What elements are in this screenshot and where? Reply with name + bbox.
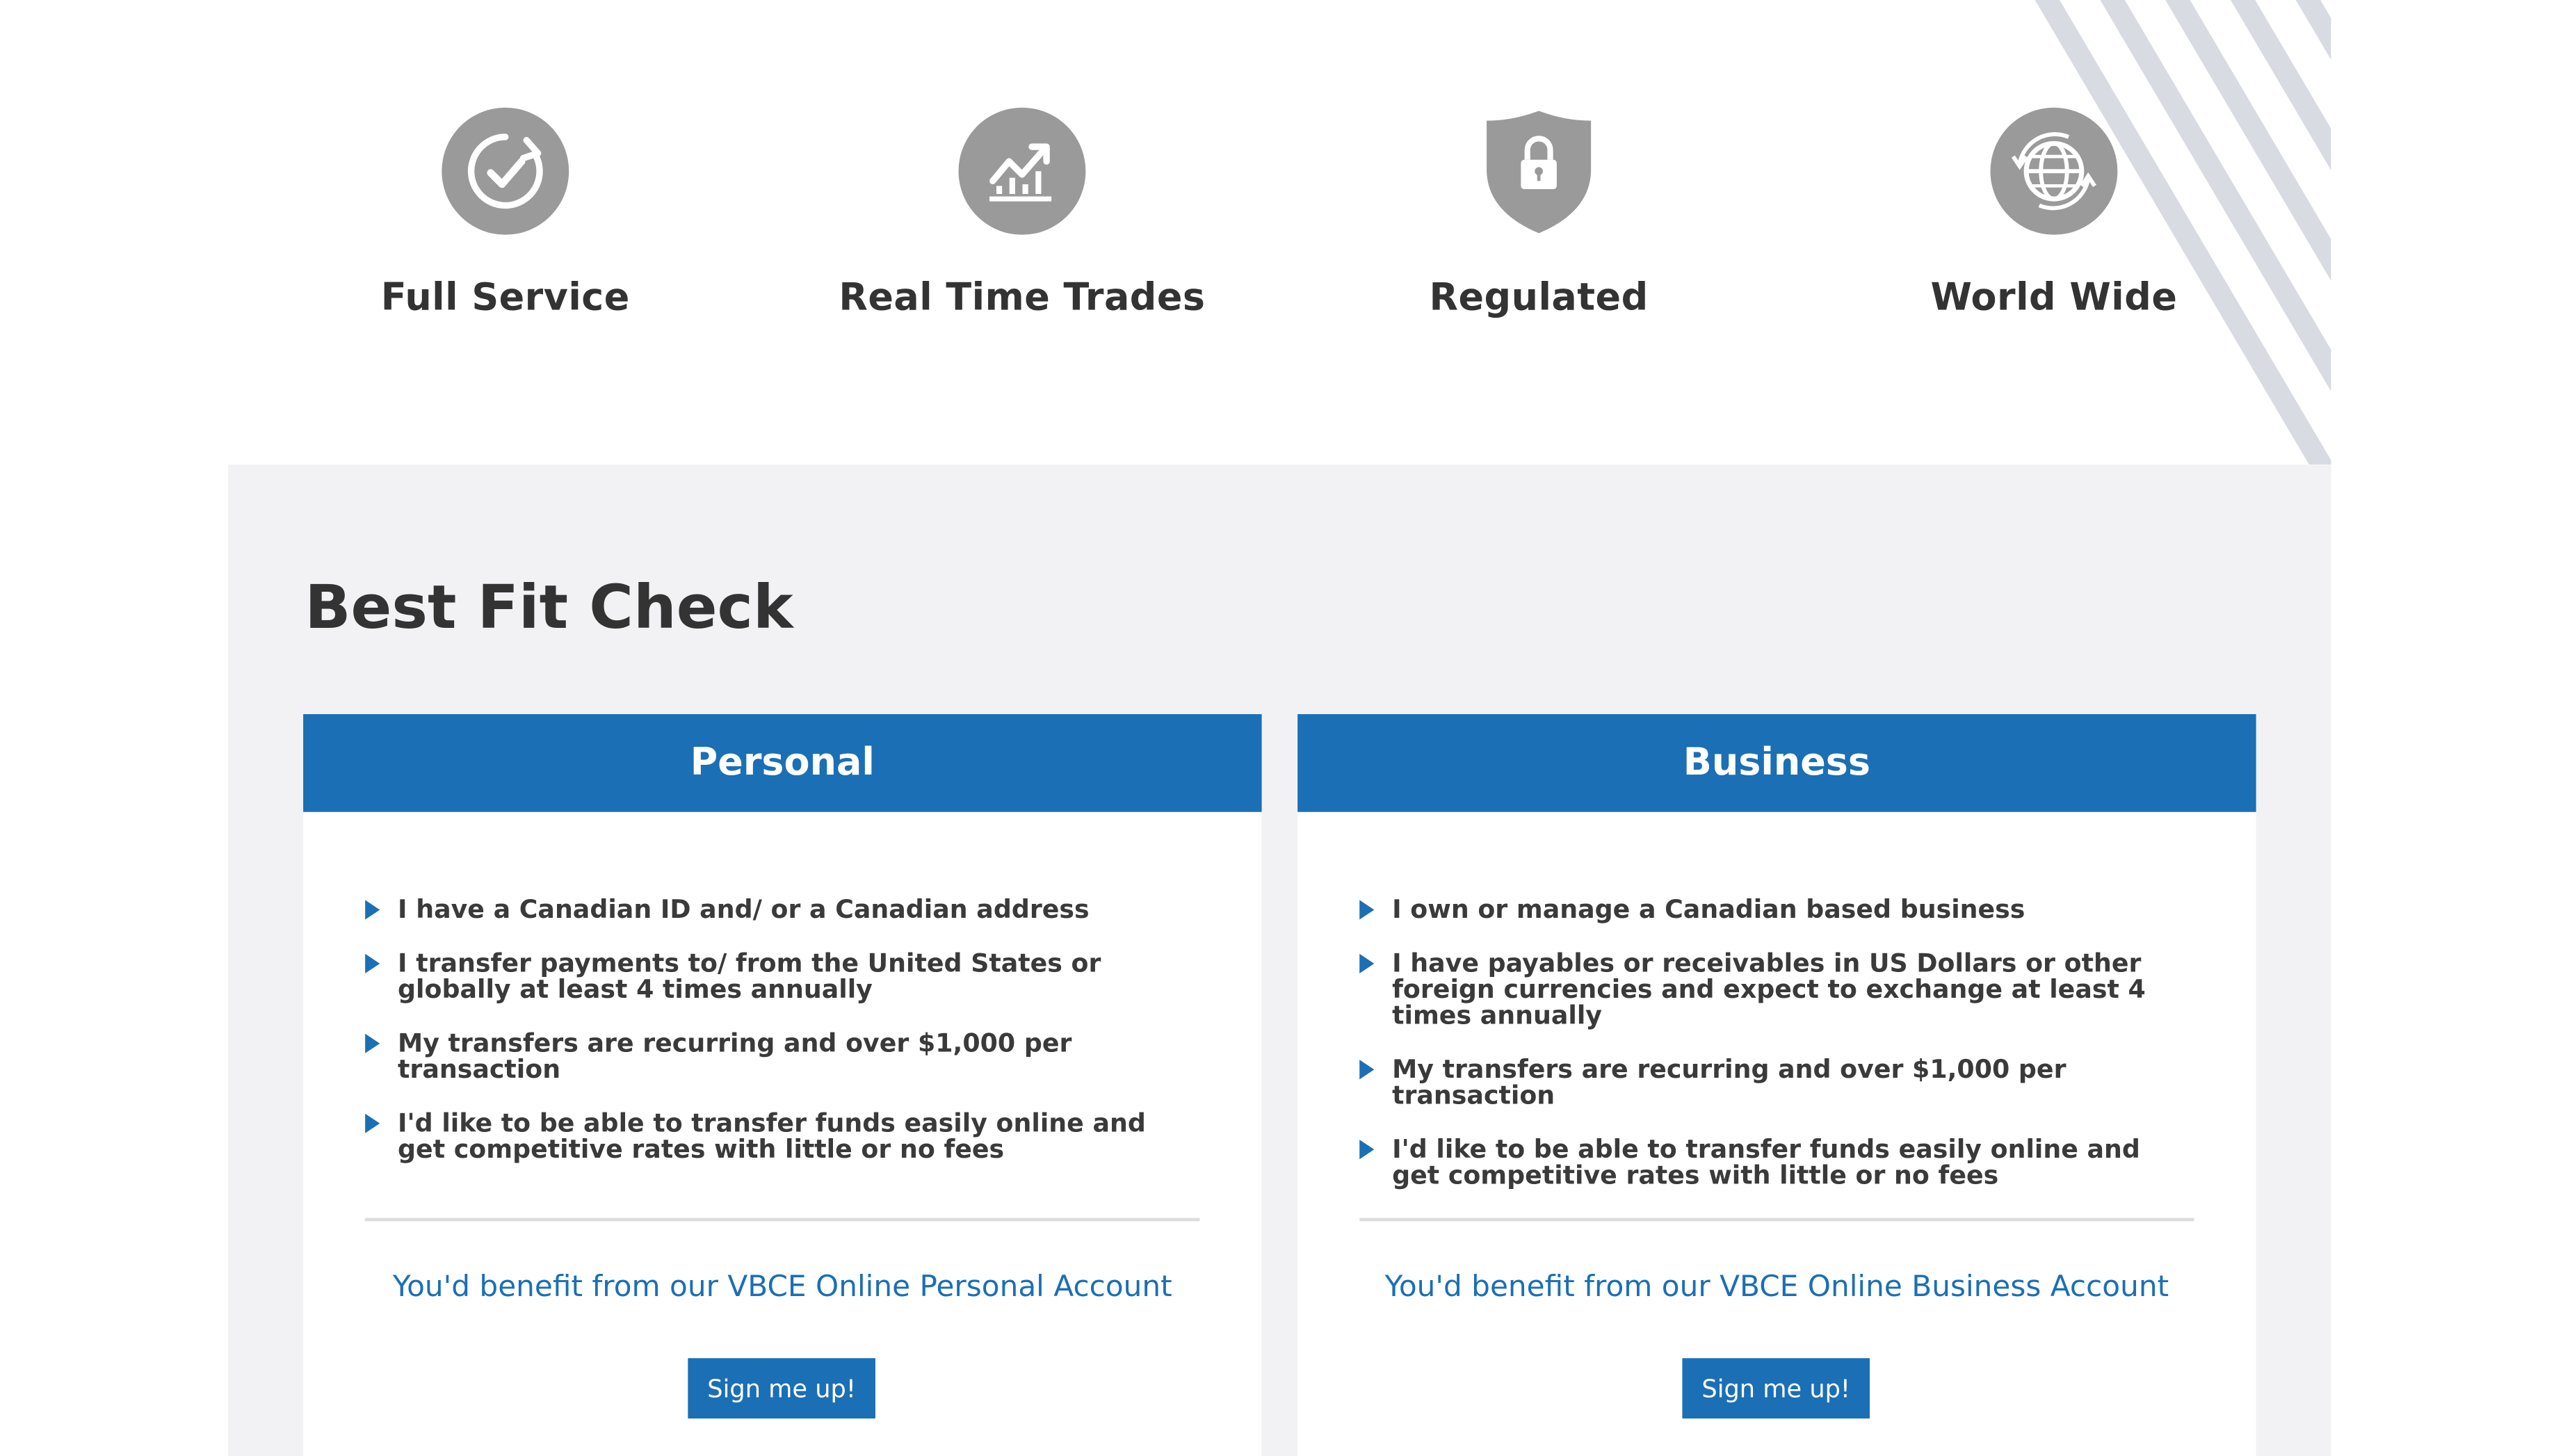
card-header: Personal: [303, 714, 1262, 812]
section-title: Best Fit Check: [305, 572, 793, 642]
list-item: I have a Canadian ID and/ or a Canadian address: [365, 897, 1180, 923]
feature-regulated: [1278, 108, 1799, 320]
list-item: I'd like to be able to transfer funds easily online and get competitive rates with little or no fees: [365, 1110, 1180, 1163]
globe-exchange-icon: [1991, 108, 2118, 235]
feature-real-time-trades: [761, 108, 1283, 320]
feature-label: Full Service: [380, 277, 630, 320]
sign-up-business-button[interactable]: Sign me up!: [1682, 1358, 1870, 1418]
business-card: [1297, 714, 2256, 1456]
card-header: Business: [1297, 714, 2256, 812]
page-gutter: [2331, 0, 2556, 1456]
shield-lock-icon: [1475, 108, 1603, 235]
bullet-triangle-icon: [365, 954, 380, 973]
bullet-triangle-icon: [1359, 954, 1374, 973]
refresh-check-icon: [442, 108, 569, 235]
bullet-triangle-icon: [1359, 900, 1374, 919]
bullet-triangle-icon: [365, 1114, 380, 1133]
divider: [365, 1218, 1199, 1222]
divider: [1359, 1218, 2194, 1222]
list-item: My transfers are recurring and over $1,000 per transaction: [365, 1030, 1180, 1083]
sign-up-personal-button[interactable]: Sign me up!: [688, 1358, 875, 1418]
benefit-text: You'd benefit from our VBCE Online Personal Account: [392, 1270, 1172, 1304]
list-item: I'd like to be able to transfer funds easily online and get competitive rates with little or no fees: [1359, 1136, 2174, 1188]
best-fit-section: [228, 464, 2331, 1456]
bullet-triangle-icon: [1359, 1060, 1374, 1079]
criteria-list: [365, 897, 1180, 1190]
feature-label: Regulated: [1429, 277, 1649, 320]
bullet-triangle-icon: [365, 900, 380, 919]
criteria-list: [1359, 897, 2174, 1217]
list-item: I have payables or receivables in US Dollars or other foreign currencies and expect to exchange at least 4 times annually: [1359, 951, 2174, 1029]
bullet-triangle-icon: [365, 1034, 380, 1053]
feature-label: World Wide: [1930, 277, 2178, 320]
list-item: I own or manage a Canadian based business: [1359, 897, 2174, 923]
feature-label: Real Time Trades: [839, 277, 1206, 320]
benefit-text: You'd benefit from our VBCE Online Business Account: [1384, 1270, 2169, 1304]
personal-card: [303, 714, 1262, 1456]
bullet-triangle-icon: [1359, 1140, 1374, 1159]
list-item: My transfers are recurring and over $1,000 per transaction: [1359, 1056, 2174, 1108]
feature-world-wide: [1793, 108, 2315, 320]
feature-full-service: [245, 108, 766, 320]
trend-chart-icon: [959, 108, 1086, 235]
list-item: I transfer payments to/ from the United States or globally at least 4 times annually: [365, 951, 1180, 1003]
